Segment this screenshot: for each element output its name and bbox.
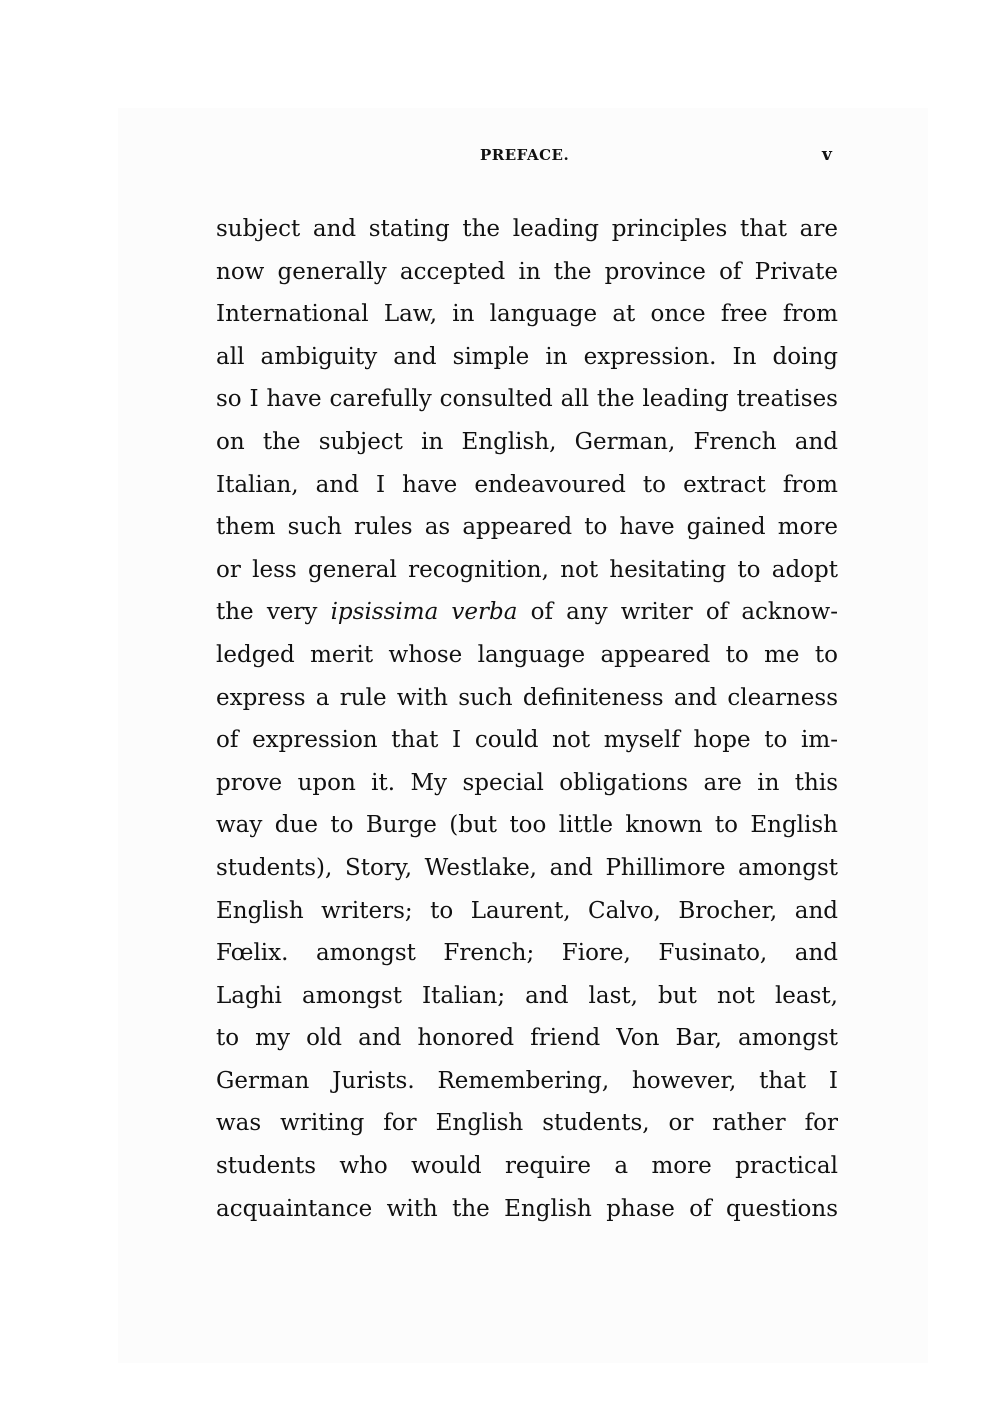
text-line-with-italic <box>216 591 838 634</box>
page-header-title: PREFACE. <box>480 146 570 164</box>
text-segment: the very <box>216 599 331 626</box>
body-text <box>216 208 838 1230</box>
text-line: or less general recognition, not hesitating to adopt <box>216 556 838 583</box>
text-line: prove upon it. My special obligations are in this <box>216 769 838 796</box>
text-line: English writers; to Laurent, Calvo, Brocher, and <box>216 897 838 924</box>
text-line: subject and stating the leading principles that are <box>216 216 838 242</box>
text-line: to my old and honored friend Von Bar, amongst <box>216 1025 838 1052</box>
text-line: them such rules as appeared to have gained more <box>216 514 838 541</box>
text-line: was writing for English students, or rather for <box>216 1110 838 1137</box>
text-line: International Law, in language at once free from <box>216 301 838 328</box>
text-line: German Jurists. Remembering, however, that I <box>216 1067 838 1094</box>
page-number: v <box>822 145 832 165</box>
text-line: Italian, and I have endeavoured to extract from <box>216 471 838 498</box>
text-line: students who would require a more practical <box>216 1153 838 1180</box>
text-line: acquaintance with the English phase of questions <box>216 1195 838 1222</box>
italic-phrase: ipsissima verba <box>330 599 518 626</box>
text-line: so I have carefully consulted all the leading treatises <box>216 386 838 413</box>
text-line: on the subject in English, German, French and <box>216 428 838 455</box>
text-line: express a rule with such definiteness and clearness <box>216 684 838 711</box>
text-line: Fœlix. amongst French; Fiore, Fusinato, and <box>216 940 838 967</box>
text-line: all ambiguity and simple in expression. In doing <box>216 343 838 370</box>
text-line: of expression that I could not myself hope to im- <box>216 727 838 754</box>
text-line: ledged merit whose language appeared to me to <box>216 641 838 668</box>
text-line: way due to Burge (but too little known to English <box>216 812 838 839</box>
text-segment: of any writer of acknow- <box>517 599 838 626</box>
running-head <box>0 143 1000 167</box>
text-line: now generally accepted in the province of Private <box>216 258 838 285</box>
text-line: students), Story, Westlake, and Phillimore amongst <box>216 854 838 881</box>
text-line: Laghi amongst Italian; and last, but not least, <box>216 982 838 1009</box>
